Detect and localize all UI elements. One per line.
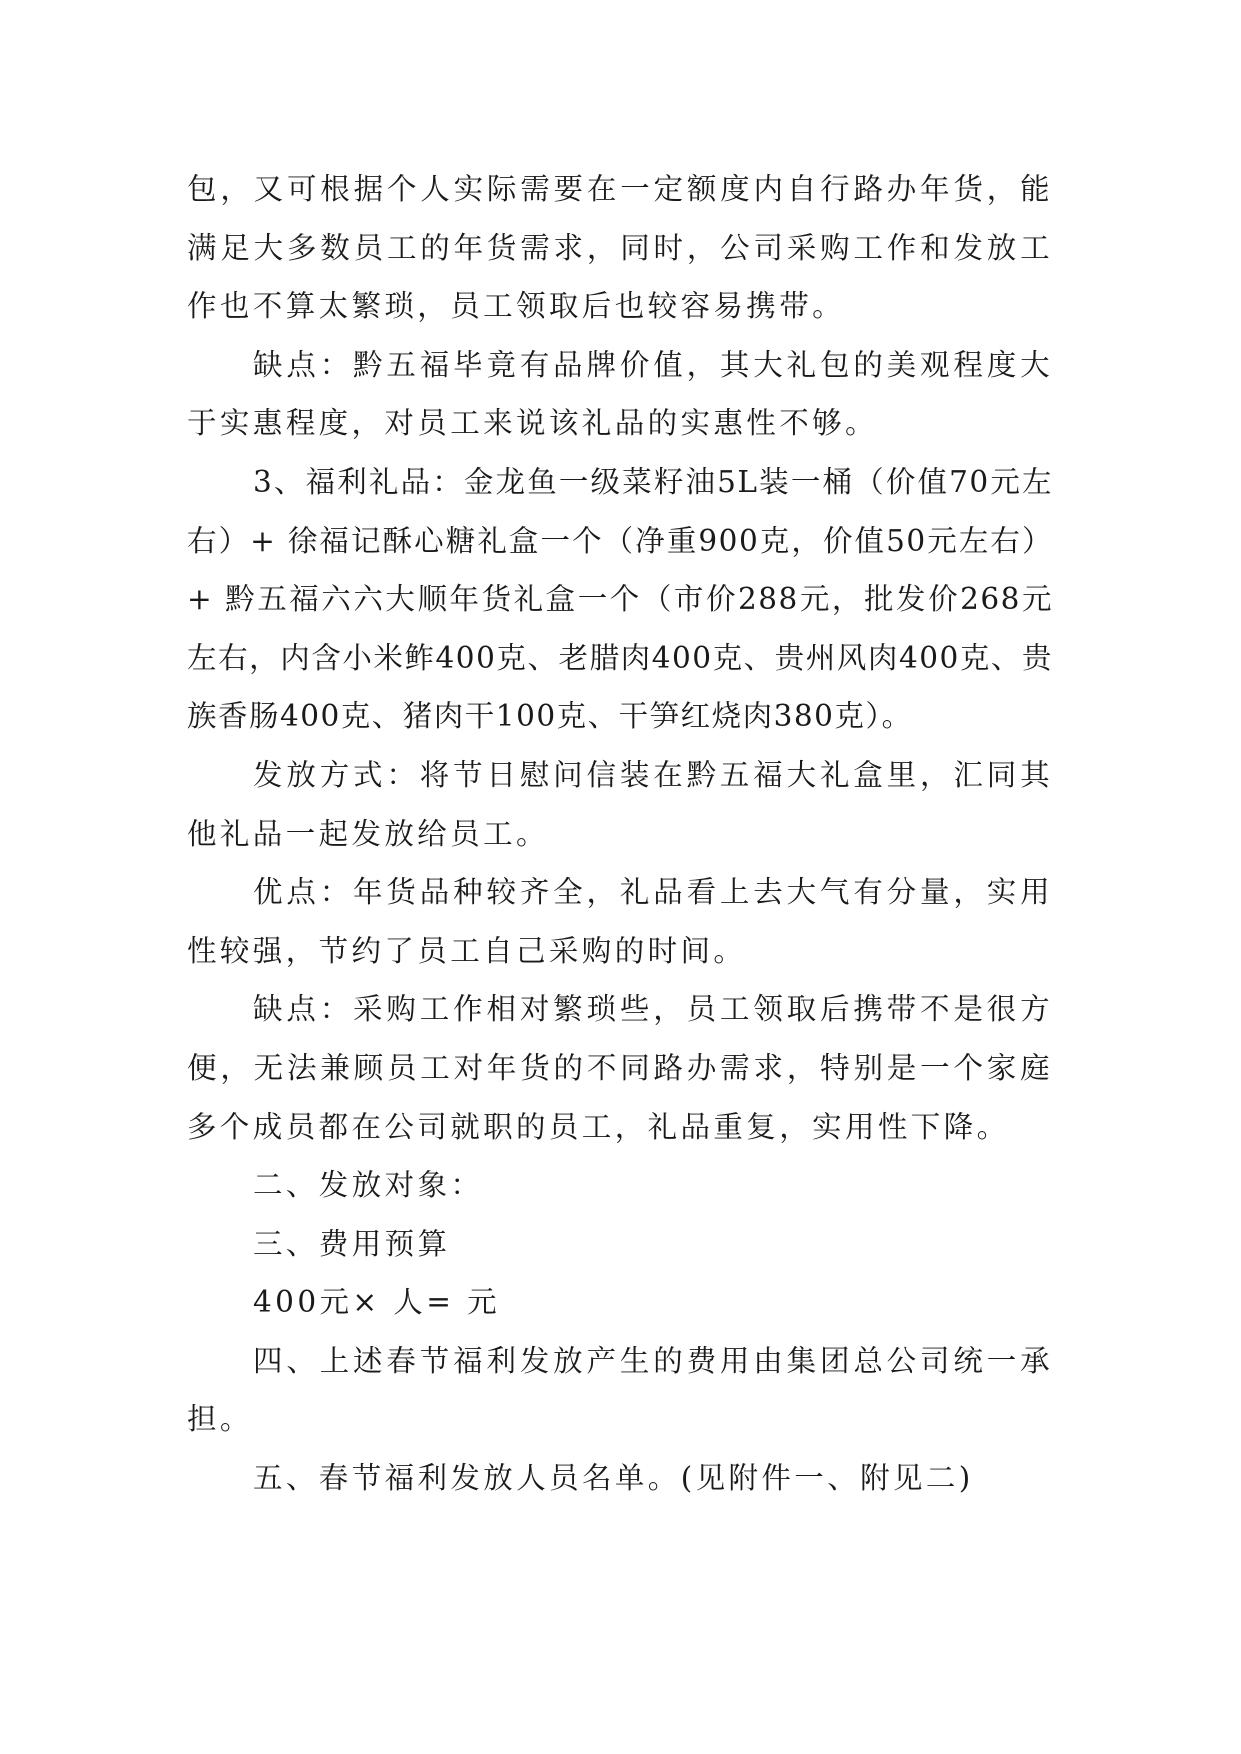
document-body (187, 160, 1053, 1508)
paragraph-distribution-method: 发放方式：将节日慰问信装在黔五福大礼盒里，汇同其他礼品一起发放给员工。 (187, 757, 1053, 851)
section-cost-bearer: 四、上述春节福利发放产生的费用由集团总公司统一承担。 (187, 1343, 1053, 1437)
section-heading-recipients: 二、发放对象： (253, 1168, 484, 1203)
paragraph-gift-option-3: 3、福利礼品：金龙鱼一级菜籽油5L装一桶（价值70元左右）+ 徐福记酥心糖礼盒一个（净重900克，价值50元左右）+ 黔五福六六大顺年货礼盒一个（市价288元，批发价268元左右，内含小米鲊400克、老腊肉400克、贵州风肉400克、贵族香肠400克、猪肉干100克、干笋红烧肉380克）。 (187, 464, 1053, 734)
section-recipient-list: 五、春节福利发放人员名单。(见附件一、附见二) (253, 1461, 974, 1496)
budget-formula: 400元× 人= 元 (253, 1285, 500, 1320)
paragraph-cons-2: 缺点：采购工作相对繁琐些，员工领取后携带不是很方便，无法兼顾员工对年货的不同路办需求，特别是一个家庭多个成员都在公司就职的员工，礼品重复，实用性下降。 (187, 992, 1053, 1144)
paragraph-pros: 优点：年货品种较齐全，礼品看上去大气有分量，实用性较强，节约了员工自己采购的时间。 (187, 875, 1053, 968)
paragraph-continuation: 包，又可根据个人实际需要在一定额度内自行路办年货，能满足大多数员工的年货需求，同时，公司采购工作和发放工作也不算太繁琐，员工领取后也较容易携带。 (187, 172, 1053, 324)
section-heading-budget: 三、费用预算 (253, 1226, 451, 1261)
paragraph-cons-1: 缺点：黔五福毕竟有品牌价值，其大礼包的美观程度大于实惠程度，对员工来说该礼品的实惠性不够。 (187, 347, 1053, 441)
